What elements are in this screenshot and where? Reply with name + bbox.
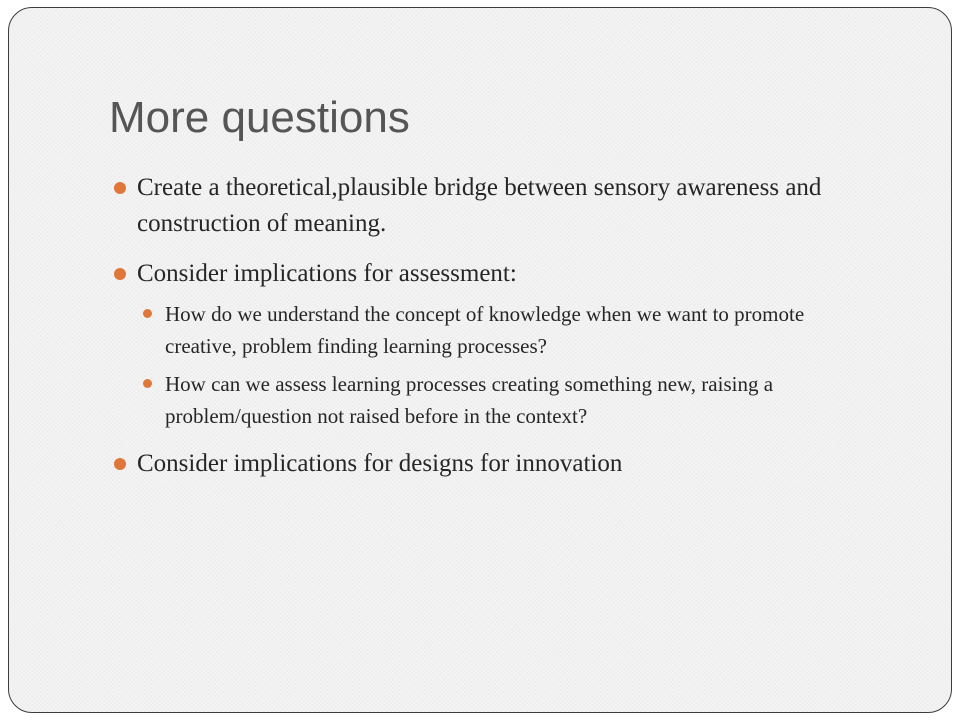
bullet-text: Consider implications for designs for innovation [137, 450, 623, 477]
sub-bullet-item [137, 368, 829, 432]
bullet-item [109, 446, 829, 482]
slide [8, 7, 952, 713]
sub-bullet-text: How can we assess learning processes creating something new, raising a problem/question not raised before in the context? [165, 372, 774, 428]
sub-bullet-item [137, 298, 829, 362]
bullet-item [109, 170, 829, 242]
bullet-dot-icon [114, 182, 126, 194]
bullet-dot-icon [114, 458, 126, 470]
sub-bullet-list [137, 298, 829, 432]
bullet-dot-icon [114, 268, 126, 280]
bullet-text: Create a theoretical,plausible bridge between sensory awareness and construction of meaning. [137, 174, 822, 237]
bullet-list [109, 170, 829, 496]
bullet-text: Consider implications for assessment: [137, 260, 517, 287]
bullet-dot-icon [143, 309, 152, 318]
sub-bullet-text: How do we understand the concept of knowledge when we want to promote creative, problem finding learning processes? [165, 302, 805, 358]
bullet-item [109, 256, 829, 432]
bullet-dot-icon [143, 379, 152, 388]
slide-title: More questions [109, 93, 410, 142]
